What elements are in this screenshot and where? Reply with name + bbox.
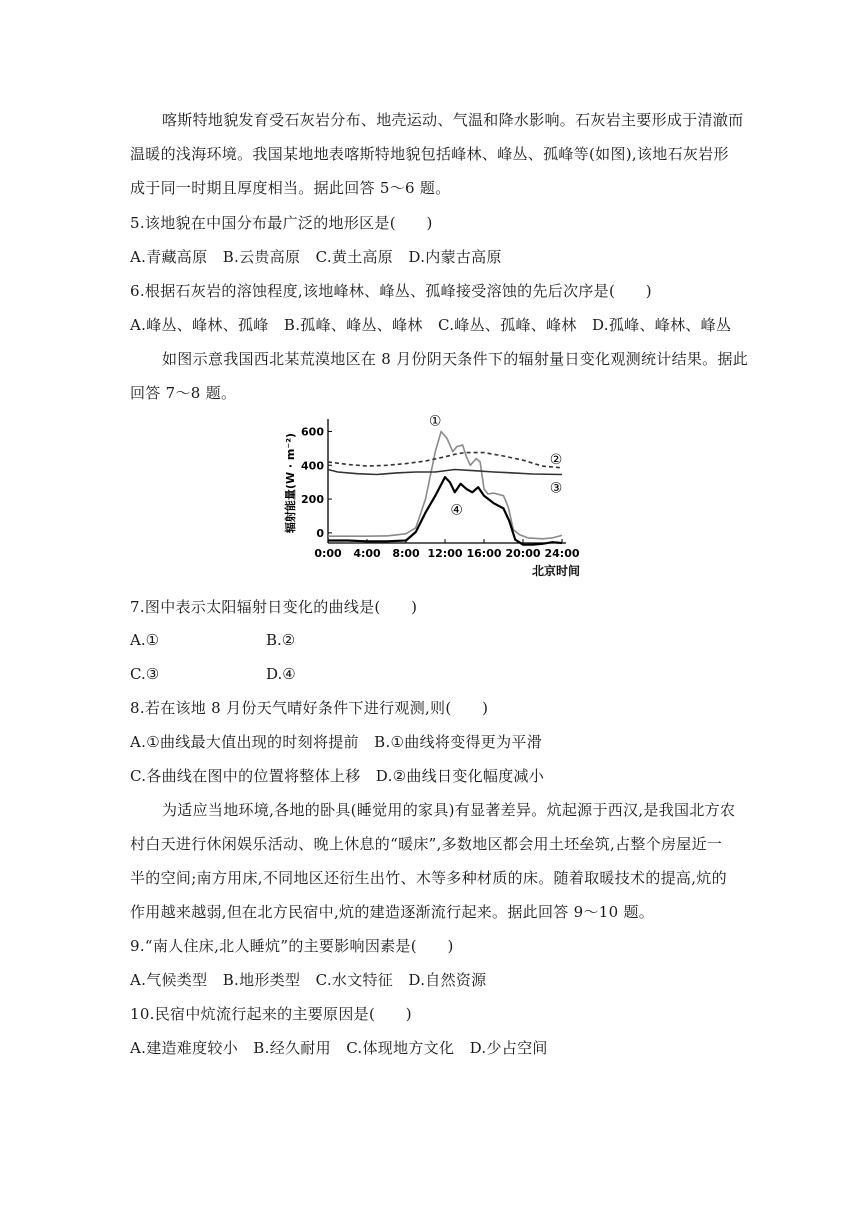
- question-8-options-row-2: C.各曲线在图中的位置将整体上移 D.②曲线日变化幅度减小: [130, 767, 545, 785]
- x-tick-label: 24:00: [544, 547, 580, 560]
- passage-3-line-1: 为适应当地环境,各地的卧具(睡觉用的家具)有显著差异。炕起源于西汉,是我国北方农: [162, 801, 736, 819]
- radiation-chart: [280, 415, 590, 585]
- series-line-1: [328, 432, 562, 539]
- question-5-options: A.青藏高原 B.云贵高原 C.黄土高原 D.内蒙古高原: [130, 248, 502, 266]
- question-7-option-c: C.③: [130, 665, 160, 683]
- series-label-4: ④: [450, 502, 463, 519]
- x-tick-label: 20:00: [505, 547, 541, 560]
- x-tick-label: 16:00: [466, 547, 502, 560]
- question-6-options: A.峰丛、峰林、孤峰 B.孤峰、峰丛、峰林 C.峰丛、孤峰、峰林 D.孤峰、峰林、峰丛: [130, 316, 732, 334]
- series-line-3: [328, 470, 562, 475]
- question-10-options: A.建造难度较小 B.经久耐用 C.体现地方文化 D.少占空间: [130, 1039, 548, 1057]
- question-9-stem: 9.“南人住床,北人睡炕”的主要影响因素是( ): [130, 937, 454, 955]
- x-tick-label: 4:00: [353, 547, 381, 560]
- y-tick-label: 600: [301, 425, 324, 439]
- question-6-stem: 6.根据石灰岩的溶蚀程度,该地峰林、峰丛、孤峰接受溶蚀的先后次序是( ): [130, 282, 652, 300]
- question-8-options-row-1: A.①曲线最大值出现的时刻将提前 B.①曲线将变得更为平滑: [130, 733, 542, 751]
- x-axis-label: 北京时间: [531, 564, 581, 578]
- passage-3-line-2: 村白天进行休闲娱乐活动、晚上休息的“暖床”,多数地区都会用土坯垒筑,占整个房屋近一: [130, 835, 723, 853]
- question-10-stem: 10.民宿中炕流行起来的主要原因是( ): [130, 1005, 412, 1023]
- series-label-2: ②: [549, 451, 563, 468]
- question-7-option-a: A.①: [130, 631, 160, 649]
- series-label-1: ①: [428, 415, 442, 430]
- passage-3-line-3: 半的空间;南方用床,不同地区还衍生出竹、木等多种材质的床。随着取暖技术的提高,炕的: [130, 869, 727, 887]
- question-7-stem: 7.图中表示太阳辐射日变化的曲线是( ): [130, 598, 418, 616]
- question-8-stem: 8.若在该地 8 月份天气晴好条件下进行观测,则( ): [130, 699, 489, 717]
- passage-1-line-3: 成于同一时期且厚度相当。据此回答 5～6 题。: [130, 179, 451, 197]
- x-tick-label: 0:00: [314, 547, 342, 560]
- x-tick-label: 12:00: [427, 547, 463, 560]
- question-5-stem: 5.该地貌在中国分布最广泛的地形区是( ): [130, 214, 433, 232]
- passage-2-line-1: 如图示意我国西北某荒漠地区在 8 月份阴天条件下的辐射量日变化观测统计结果。据此: [162, 350, 749, 368]
- x-tick-label: 8:00: [392, 547, 420, 560]
- question-9-options: A.气候类型 B.地形类型 C.水文特征 D.自然资源: [130, 971, 487, 989]
- question-7-option-b: B.②: [266, 631, 296, 649]
- passage-3-line-4: 作用越来越弱,但在北方民宿中,炕的建造逐渐流行起来。据此回答 9～10 题。: [130, 903, 655, 921]
- y-tick-label: 0: [316, 526, 324, 540]
- y-tick-label: 200: [301, 493, 324, 507]
- question-7-option-d: D.④: [266, 665, 296, 683]
- passage-1-line-1: 喀斯特地貌发育受石灰岩分布、地壳运动、气温和降水影响。石灰岩主要形成于清澈而: [162, 111, 744, 129]
- series-line-2: [328, 453, 562, 468]
- y-axis-label: 辐射能量(W · m⁻²): [284, 432, 297, 534]
- passage-2-line-2: 回答 7～8 题。: [130, 384, 237, 402]
- passage-1-line-2: 温暖的浅海环境。我国某地地表喀斯特地貌包括峰林、峰丛、孤峰等(如图),该地石灰岩形: [130, 145, 729, 163]
- y-tick-label: 400: [301, 459, 324, 473]
- series-line-4: [328, 477, 562, 545]
- series-label-3: ③: [549, 480, 563, 497]
